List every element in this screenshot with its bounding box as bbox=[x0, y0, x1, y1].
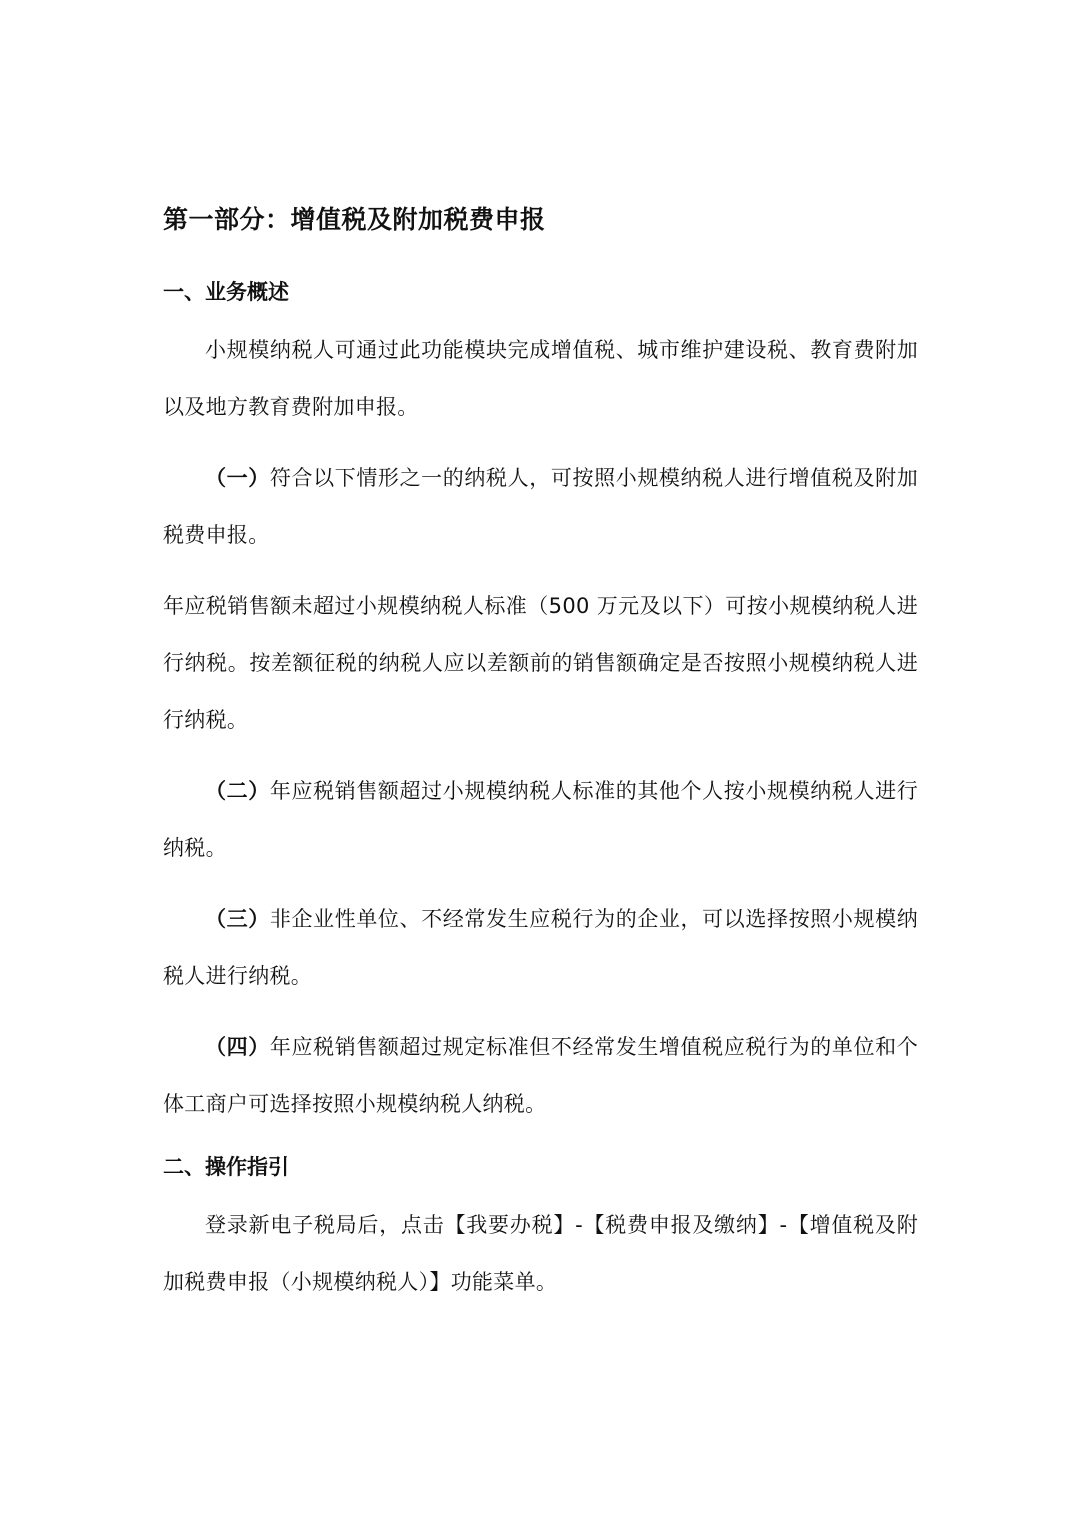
item-2-text: 年应税销售额超过小规模纳税人标准的其他个人按小规模纳税人进行纳税。 bbox=[163, 779, 919, 860]
item-1-text: 符合以下情形之一的纳税人，可按照小规模纳税人进行增值税及附加税费申报。 bbox=[163, 466, 919, 547]
section-title-guide: 二、操作指引 bbox=[163, 1155, 289, 1179]
item-4-label: （四） bbox=[205, 1035, 270, 1059]
overview-intro-paragraph: 小规模纳税人可通过此功能模块完成增值税、城市维护建设税、教育费附加以及地方教育费附加申报。 bbox=[163, 338, 918, 419]
item-3-text: 非企业性单位、不经常发生应税行为的企业，可以选择按照小规模纳税人进行纳税。 bbox=[163, 907, 919, 988]
item-3-paragraph bbox=[163, 891, 918, 1005]
item-4-paragraph bbox=[163, 1019, 918, 1133]
item-1-paragraph bbox=[163, 450, 918, 564]
document-content bbox=[163, 190, 918, 1325]
item-2-paragraph bbox=[163, 763, 918, 877]
item-1-detail-paragraph: 年应税销售额未超过小规模纳税人标准（500 万元及以下）可按小规模纳税人进行纳税。按差额征税的纳税人应以差额前的销售额确定是否按照小规模纳税人进行纳税。 bbox=[163, 594, 918, 732]
part-title: 第一部分：增值税及附加税费申报 bbox=[163, 205, 546, 234]
item-2-label: （二） bbox=[205, 779, 270, 803]
guide-paragraph: 登录新电子税局后，点击【我要办税】-【税费申报及缴纳】-【增值税及附加税费申报（小规模纳税人）】功能菜单。 bbox=[163, 1213, 918, 1294]
item-3-label: （三） bbox=[205, 907, 270, 931]
item-1-label: （一） bbox=[205, 466, 270, 490]
item-4-text: 年应税销售额超过规定标准但不经常发生增值税应税行为的单位和个体工商户可选择按照小规模纳税人纳税。 bbox=[163, 1035, 919, 1116]
section-title-overview: 一、业务概述 bbox=[163, 280, 289, 304]
